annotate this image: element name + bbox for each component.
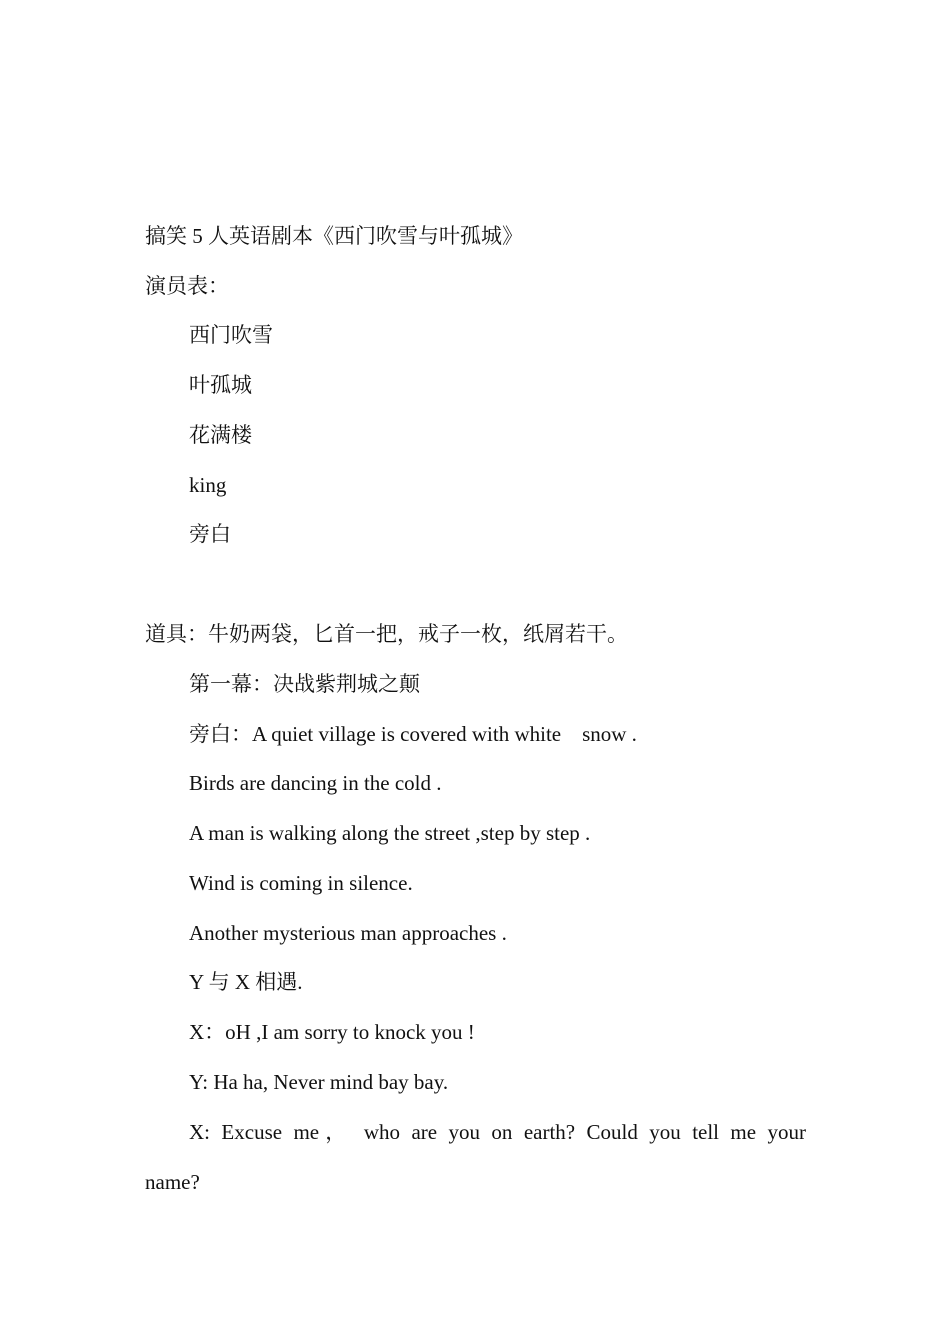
script-line: Another mysterious man approaches . (189, 921, 507, 945)
script-line: X：oH ,I am sorry to knock you ! (189, 1020, 475, 1044)
script-line: Y: Ha ha, Never mind bay bay. (189, 1070, 449, 1094)
script-line: 旁白：A quiet village is covered with white snow . (189, 722, 637, 746)
cast-heading: 演员表： (145, 274, 229, 298)
cast-member: 花满楼 (189, 423, 252, 447)
script-line: A man is walking along the street ,step by step . (189, 821, 591, 845)
script-line: Birds are dancing in the cold . (189, 771, 442, 795)
act-title: 第一幕：决战紫荆城之颠 (189, 672, 420, 696)
script-line: X: Excuse me， who are you on earth? Could you tell me your (189, 1120, 806, 1144)
script-line: Wind is coming in silence. (189, 871, 413, 895)
script-title: 搞笑 5 人英语剧本《西门吹雪与叶孤城》 (145, 224, 523, 248)
cast-member: 叶孤城 (189, 373, 252, 397)
cast-member: 西门吹雪 (189, 323, 273, 347)
script-line: Y 与 X 相遇. (189, 970, 303, 994)
cast-member: king (189, 473, 227, 497)
script-line: name? (145, 1170, 200, 1194)
props-line: 道具：牛奶两袋，匕首一把，戒子一枚，纸屑若干。 (145, 622, 628, 646)
cast-member: 旁白 (189, 522, 231, 546)
